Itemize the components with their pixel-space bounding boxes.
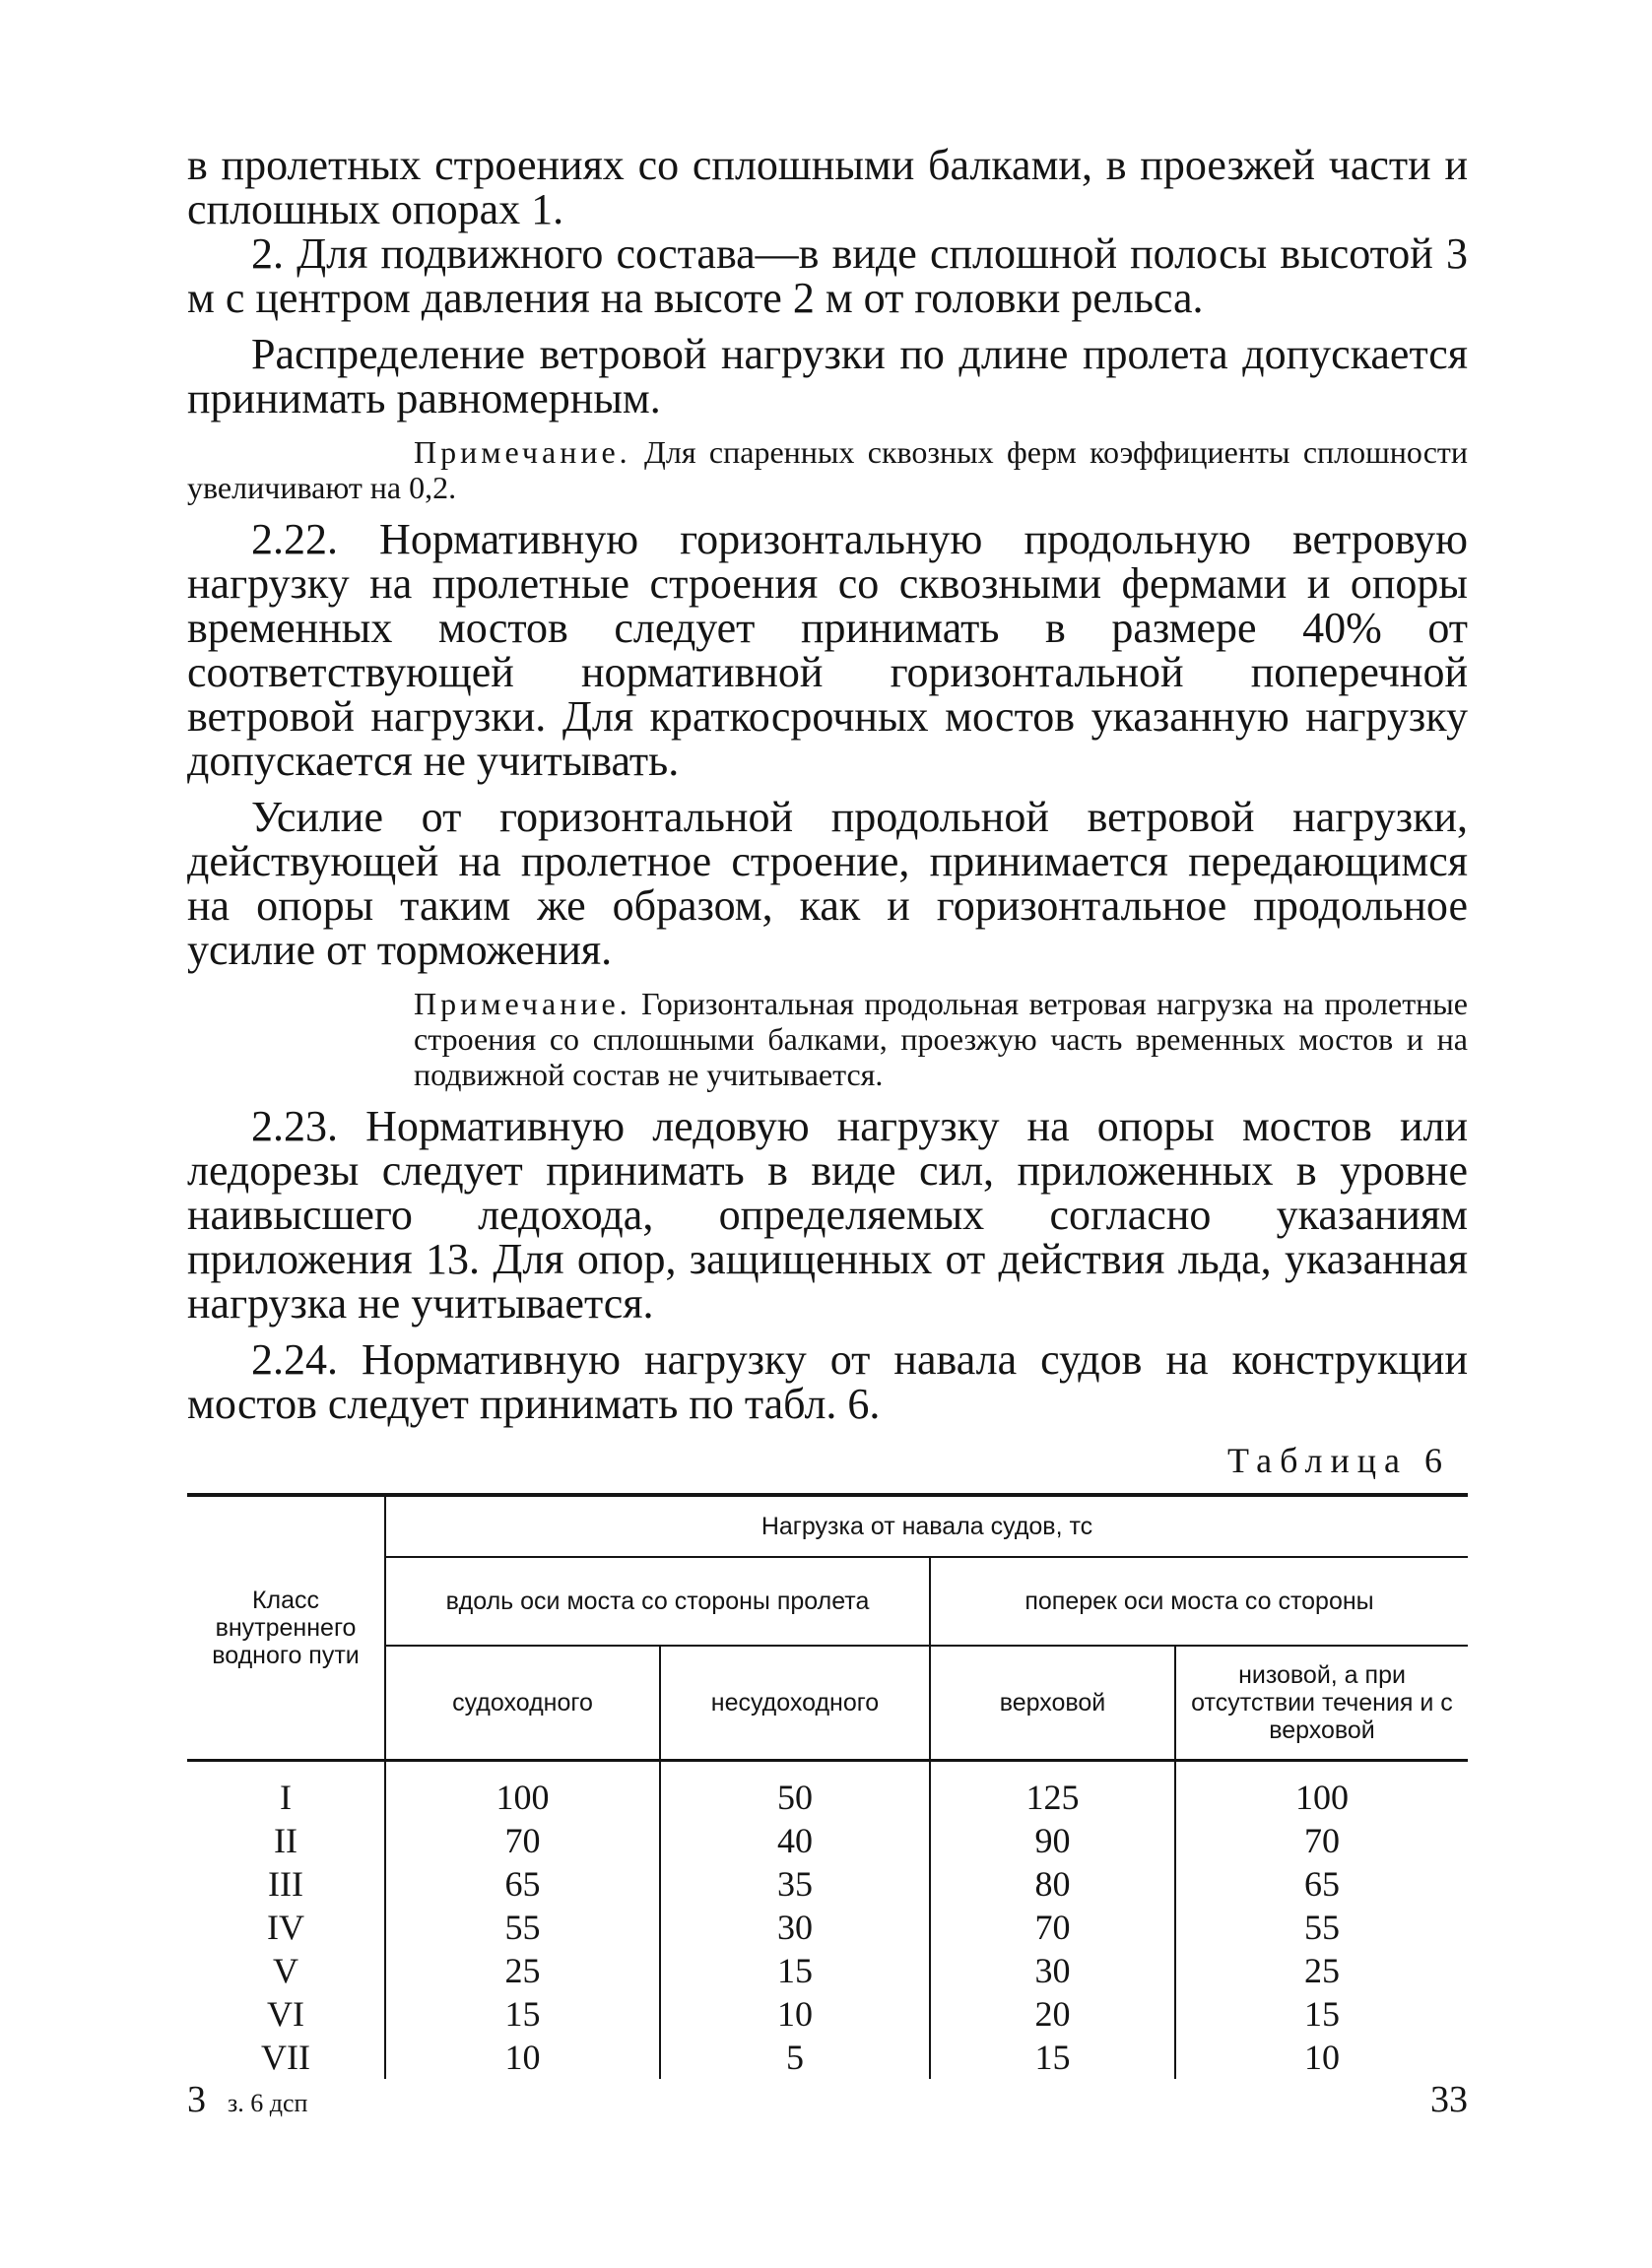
column-header: несудоходного bbox=[660, 1646, 930, 1761]
cell-value: 10 bbox=[385, 2036, 660, 2079]
cell-value: 20 bbox=[930, 1992, 1175, 2036]
cell-value: 90 bbox=[930, 1819, 1175, 1862]
signature-number: 3 bbox=[187, 2079, 206, 2120]
table-caption: Таблица 6 bbox=[1227, 1441, 1450, 1480]
cell-class: VII bbox=[261, 2038, 310, 2077]
cell-value: 125 bbox=[930, 1761, 1175, 1820]
paragraph: в пролетных строениях со сплошными балками, в проезжей части и сплошных опорах 1. bbox=[187, 141, 1468, 233]
cell-value: 70 bbox=[930, 1906, 1175, 1949]
table-6 bbox=[187, 1493, 1468, 2079]
table-row bbox=[187, 1992, 1468, 2036]
cell-class: V bbox=[273, 1951, 298, 1990]
cell-value: 70 bbox=[385, 1819, 660, 1862]
cell-value: 10 bbox=[660, 1992, 930, 2036]
cell-value: 65 bbox=[1175, 1862, 1468, 1906]
cell-value: 80 bbox=[930, 1862, 1175, 1906]
column-subgroup-across: поперек оси моста со стороны bbox=[930, 1557, 1468, 1646]
note-text: Для спаренных сквозных ферм коэффициенты сплошности увеличивают на 0,2. bbox=[187, 434, 1468, 505]
document-page bbox=[187, 143, 1468, 2079]
column-header: низовой, а при отсутствии течения и с верховой bbox=[1175, 1646, 1468, 1761]
cell-value: 10 bbox=[1175, 2036, 1468, 2079]
page-number: 33 bbox=[1430, 2079, 1468, 2120]
signature-mark bbox=[187, 2078, 307, 2121]
cell-value: 30 bbox=[660, 1906, 930, 1949]
paragraph: Усилие от горизонтальной продольной ветровой нагрузки, действующей на пролетное строение, принимается передающимся на опоры таким же образом, как и горизонтальное продольное усилие от торможения. bbox=[187, 793, 1468, 974]
section-2-23: 2.23. Нормативную ледовую нагрузку на опоры мостов или ледорезы следует принимать в виде сил, приложенных в уровне наивысшего ледохода, определяемых согласно указаниям приложения 13. Для опор, защищенных от действия льда, указанная нагрузка не учитывается. bbox=[187, 1102, 1468, 1328]
cell-value: 30 bbox=[930, 1949, 1175, 1992]
cell-value: 15 bbox=[1175, 1992, 1468, 2036]
cell-class: I bbox=[280, 1778, 292, 1817]
cell-value: 55 bbox=[385, 1906, 660, 1949]
column-header-class: Класс внутреннего водного пути bbox=[187, 1495, 385, 1761]
table-row bbox=[187, 1906, 1468, 1949]
table-row bbox=[187, 1819, 1468, 1862]
cell-value: 100 bbox=[385, 1761, 660, 1820]
table-row bbox=[187, 1862, 1468, 1906]
column-header: судоходного bbox=[385, 1646, 660, 1761]
table-row bbox=[187, 1949, 1468, 1992]
cell-value: 40 bbox=[660, 1819, 930, 1862]
section-2-22: 2.22. Нормативную горизонтальную продольную ветровую нагрузку на пролетные строения со сквозными фермами и опоры временных мостов следует принимать в размере 40% от соответствующей нормативной горизонтальной поперечной ветровой нагрузки. Для краткосрочных мостов указанную нагрузку допускается не учитывать. bbox=[187, 515, 1468, 785]
column-group-load: Нагрузка от навала судов, тс bbox=[385, 1495, 1468, 1557]
cell-class: VI bbox=[267, 1994, 304, 2034]
cell-value: 50 bbox=[660, 1761, 930, 1820]
cell-value: 5 bbox=[660, 2036, 930, 2079]
note bbox=[187, 986, 1468, 1092]
cell-class: III bbox=[268, 1864, 303, 1904]
cell-value: 35 bbox=[660, 1862, 930, 1906]
cell-class: II bbox=[274, 1821, 297, 1860]
cell-value: 15 bbox=[385, 1992, 660, 2036]
cell-value: 25 bbox=[385, 1949, 660, 1992]
cell-class: IV bbox=[267, 1908, 304, 1947]
page-footer bbox=[187, 2078, 1468, 2127]
paragraph: Распределение ветровой нагрузки по длине пролета допускается принимать равномерным. bbox=[187, 330, 1468, 422]
cell-value: 15 bbox=[930, 2036, 1175, 2079]
cell-value: 15 bbox=[660, 1949, 930, 1992]
cell-value: 55 bbox=[1175, 1906, 1468, 1949]
note-text: Горизонтальная продольная ветровая нагрузка на пролетные строения со сплошными балками, проезжую часть временных мостов и на подвижной состав не учитывается. bbox=[414, 986, 1469, 1092]
section-2-24: 2.24. Нормативную нагрузку от навала судов на конструкции мостов следует принимать по табл. 6. bbox=[187, 1335, 1468, 1428]
note bbox=[187, 434, 1468, 505]
print-code: з. 6 дсп bbox=[228, 2089, 308, 2117]
note-label: Примечание. bbox=[414, 986, 631, 1021]
cell-value: 25 bbox=[1175, 1949, 1468, 1992]
cell-value: 70 bbox=[1175, 1819, 1468, 1862]
column-header: верховой bbox=[930, 1646, 1175, 1761]
cell-value: 65 bbox=[385, 1862, 660, 1906]
paragraph: 2. Для подвижного состава—в виде сплошной полосы высотой 3 м с центром давления на высоте 2 м от головки рельса. bbox=[187, 229, 1468, 322]
table-row bbox=[187, 2036, 1468, 2079]
table-row bbox=[187, 1761, 1468, 1820]
column-subgroup-along: вдоль оси моста со стороны пролета bbox=[385, 1557, 930, 1646]
note-label: Примечание. bbox=[414, 434, 631, 470]
cell-value: 100 bbox=[1175, 1761, 1468, 1820]
